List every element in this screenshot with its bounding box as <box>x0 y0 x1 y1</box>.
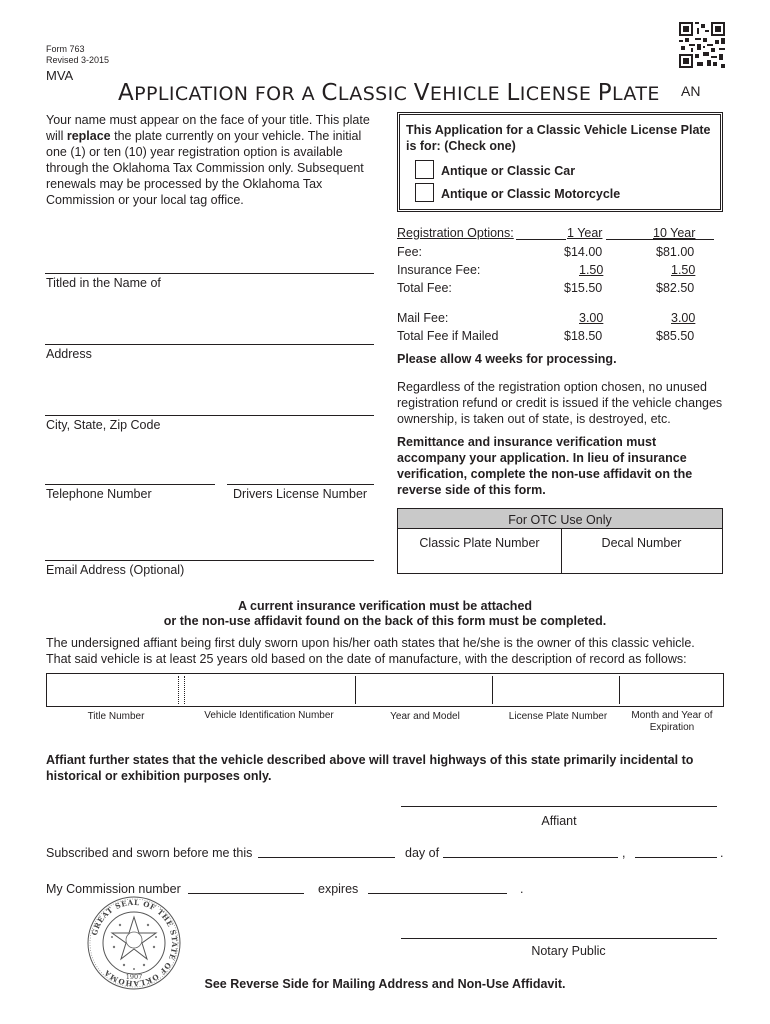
vehicle-description-table <box>46 673 724 707</box>
classic-motorcycle-label: Antique or Classic Motorcycle <box>441 187 621 201</box>
comma-label: , <box>622 846 626 860</box>
classic-motorcycle-checkbox[interactable] <box>415 183 434 202</box>
sworn-year-line[interactable] <box>635 857 717 858</box>
agency-code: MVA <box>46 68 74 83</box>
city-state-zip-line[interactable] <box>45 415 374 416</box>
sworn-month-line[interactable] <box>443 857 618 858</box>
license-plate-label: License Plate Number <box>508 711 608 722</box>
otc-heading: For OTC Use Only <box>508 513 612 527</box>
form-code: AN <box>681 83 701 99</box>
expires-label: expires <box>318 882 359 896</box>
expires-line[interactable] <box>368 893 507 894</box>
address-line[interactable] <box>45 344 374 345</box>
commission-number-line[interactable] <box>188 893 304 894</box>
form-number: Form 763 <box>46 44 85 54</box>
affiant-label: Affiant <box>541 814 577 828</box>
city-state-zip-label: City, State, Zip Code <box>46 418 161 432</box>
qr-code-icon <box>679 22 725 68</box>
year-model-label: Year and Model <box>390 711 460 722</box>
fee-header-underline <box>516 239 566 240</box>
affiant-statement-line2: That said vehicle is at least 25 years old based on the date of manufacture, with the description of record as follows: <box>46 652 687 666</box>
expiration-label: Month and Year of Expiration <box>631 710 713 733</box>
plate-type-box <box>397 112 723 212</box>
telephone-line[interactable] <box>45 484 215 485</box>
vin-label: Vehicle Identification Number <box>204 710 334 721</box>
remittance-note: Remittance and insurance verification must accompany your application. In lieu of insurance verification, complete the non-use affidavit on the reverse side of this form. <box>397 435 693 497</box>
sworn-label: Subscribed and sworn before me this <box>46 846 253 860</box>
fee-row: Fee: $14.00 $81.00 <box>397 245 695 259</box>
classic-car-checkbox[interactable] <box>415 160 434 179</box>
sworn-day-line[interactable] <box>258 857 395 858</box>
total-fee-row: Total Fee: $15.50 $82.50 <box>397 281 695 295</box>
insurance-fee-row: Insurance Fee: 1.50 1.50 <box>397 263 696 277</box>
insurance-notice-line2: or the non-use affidavit found on the back of this form must be completed. <box>163 614 607 628</box>
year-model-input[interactable] <box>360 676 493 704</box>
email-label: Email Address (Optional) <box>46 563 185 577</box>
affiant-statement-line1: The undersigned affiant being first duly sworn upon his/her oath states that he/she is the owner of this classic vehicle. <box>46 636 695 650</box>
refund-note: Regardless of the registration option chosen, no unused registration refund or credit is issued if the vehicle changes ownership, is taken out of state, is destroyed, etc. <box>397 380 723 426</box>
affiant-further-states: Affiant further states that the vehicle described above will travel highways of this state primarily incidental to historical or exhibition purposes only. <box>46 753 694 783</box>
revised-date: Revised 3-2015 <box>46 55 110 65</box>
email-line[interactable] <box>45 560 374 561</box>
title-number-input[interactable] <box>49 676 179 704</box>
intro-paragraph: Your name must appear on the face of your title. This plate will replace the plate currently on your vehicle. The initial one (1) or ten (10) year registration option is available through the Oklahoma Tax Commission only. Subsequent renewals may be processed by the Oklahoma Tax Commission or your local tag office. <box>46 113 370 207</box>
fee-header-underline-2 <box>606 239 714 240</box>
period-label-2: . <box>520 882 524 896</box>
notary-public-label: Notary Public <box>531 944 606 958</box>
plate-type-heading: This Application for a Classic Vehicle License Plate is for: (Check one) <box>406 123 711 153</box>
drivers-license-line[interactable] <box>227 484 374 485</box>
period-label: . <box>720 846 724 860</box>
mail-fee-row: Mail Fee: 3.00 3.00 <box>397 311 696 325</box>
insurance-notice-line1: A current insurance verification must be attached <box>237 599 533 613</box>
decal-number-label: Decal Number <box>601 536 682 550</box>
license-plate-input[interactable] <box>497 676 620 704</box>
address-label: Address <box>46 347 92 361</box>
affiant-signature-line[interactable] <box>401 806 717 807</box>
otc-use-box <box>397 508 723 574</box>
expiration-input[interactable] <box>624 676 721 704</box>
processing-note: Please allow 4 weeks for processing. <box>397 352 617 366</box>
notary-signature-line[interactable] <box>401 938 717 939</box>
drivers-license-label: Drivers License Number <box>233 487 368 501</box>
page-title: APPLICATION FOR A CLASSIC VEHICLE LICENSE PLATE <box>118 80 660 106</box>
footer-note: See Reverse Side for Mailing Address and Non-Use Affidavit. <box>204 977 566 991</box>
svg-text:GREAT SEAL OF THE STATE OF OKL: GREAT SEAL OF THE STATE OF OKLAHOMA <box>89 897 180 989</box>
titled-name-line[interactable] <box>45 273 374 274</box>
commission-number-label: My Commission number <box>46 882 181 896</box>
classic-plate-number-label: Classic Plate Number <box>419 536 540 550</box>
svg-text:1907: 1907 <box>125 973 143 981</box>
title-number-label: Title Number <box>87 711 145 722</box>
day-of-label: day of <box>405 846 440 860</box>
total-fee-mailed-row: Total Fee if Mailed $18.50 $85.50 <box>397 329 695 343</box>
fee-header-row: Registration Options: 1 Year 10 Year <box>397 226 696 240</box>
vin-input[interactable] <box>184 676 356 704</box>
classic-car-label: Antique or Classic Car <box>441 164 576 178</box>
telephone-label: Telephone Number <box>46 487 152 501</box>
titled-name-label: Titled in the Name of <box>46 276 161 290</box>
